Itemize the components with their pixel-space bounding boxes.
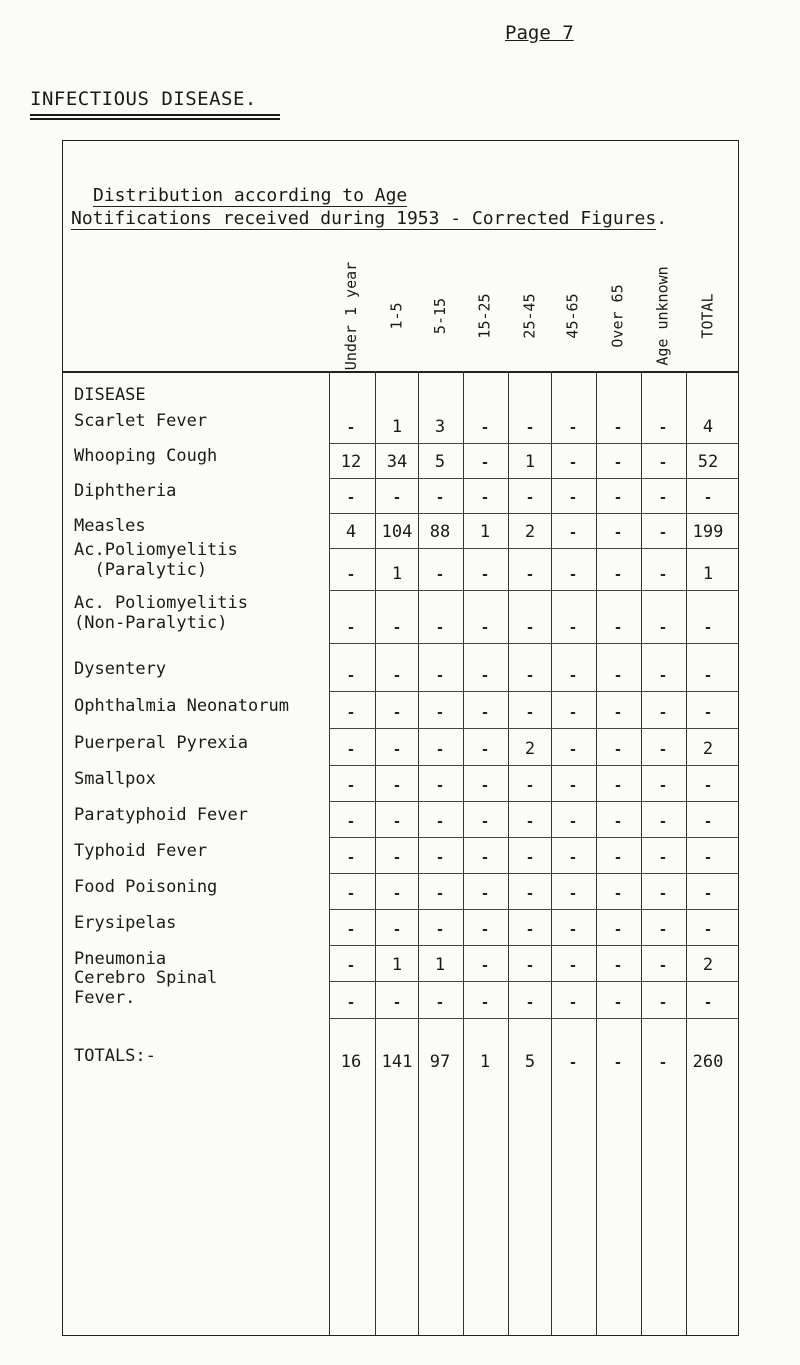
column-header xyxy=(421,241,459,391)
row-divider xyxy=(329,945,738,946)
table-cell: - xyxy=(392,620,402,636)
table-cell: - xyxy=(703,886,713,902)
table-cell: - xyxy=(568,525,578,541)
table-cell: - xyxy=(525,778,535,794)
column-header-label: Age unknown xyxy=(654,266,672,366)
column-header xyxy=(511,241,549,391)
row-label-line: Erysipelas xyxy=(74,913,177,933)
table-cell: - xyxy=(568,705,578,721)
table-cell: - xyxy=(613,814,623,830)
row-label-line: Puerperal Pyrexia xyxy=(74,733,248,753)
table-cell: - xyxy=(392,850,402,866)
table-cell: - xyxy=(480,814,490,830)
table-cell: - xyxy=(658,705,668,721)
table-cell: - xyxy=(392,742,402,758)
row-divider xyxy=(329,548,738,549)
table-cell: - xyxy=(435,668,445,684)
table-cell: - xyxy=(435,814,445,830)
row-divider xyxy=(329,981,738,982)
table-cell: 88 xyxy=(429,522,451,542)
table-cell: - xyxy=(568,490,578,506)
column-header-label: 45-65 xyxy=(564,293,582,339)
table-cell: - xyxy=(568,420,578,436)
column-header xyxy=(689,241,727,391)
table-cell: - xyxy=(613,778,623,794)
table-cell: - xyxy=(480,742,490,758)
table-cell: - xyxy=(658,742,668,758)
column-header-label: TOTAL xyxy=(699,293,717,339)
table-cell: - xyxy=(613,490,623,506)
table-cell: 12 xyxy=(340,452,362,472)
table-cell: - xyxy=(480,778,490,794)
table-cell: - xyxy=(480,886,490,902)
table-cell: 1 xyxy=(479,522,491,542)
table-cell: - xyxy=(392,668,402,684)
table-cell: - xyxy=(568,850,578,866)
row-label-line: Cerebro Spinal xyxy=(74,968,218,988)
table-cell: - xyxy=(613,922,623,938)
table-cell: - xyxy=(346,490,356,506)
table-cell: - xyxy=(703,490,713,506)
table-cell: - xyxy=(568,567,578,583)
column-header xyxy=(644,241,682,391)
distribution-table xyxy=(62,140,739,1336)
row-label xyxy=(74,805,248,825)
table-cell: 4 xyxy=(702,417,714,437)
table-cell: - xyxy=(703,814,713,830)
table-cell: 199 xyxy=(692,522,724,542)
table-cell: - xyxy=(480,705,490,721)
table-cell: 2 xyxy=(702,955,714,975)
row-label-line: Whooping Cough xyxy=(74,446,218,466)
table-caption-title: Distribution according to Age xyxy=(93,185,408,206)
table-cell: - xyxy=(346,778,356,794)
table-cell: - xyxy=(613,742,623,758)
row-divider xyxy=(329,443,738,444)
row-label-line: Fever. xyxy=(74,988,136,1008)
table-cell: - xyxy=(525,420,535,436)
table-cell: - xyxy=(525,567,535,583)
table-cell: - xyxy=(346,995,356,1011)
table-cell: - xyxy=(658,995,668,1011)
table-cell: - xyxy=(392,886,402,902)
column-header-label: Over 65 xyxy=(609,284,627,348)
row-label xyxy=(74,593,248,633)
table-cell: - xyxy=(480,455,490,471)
table-cell: - xyxy=(525,668,535,684)
table-cell: - xyxy=(346,420,356,436)
table-cell: - xyxy=(480,850,490,866)
table-cell: - xyxy=(346,850,356,866)
table-cell: - xyxy=(658,525,668,541)
table-cell: - xyxy=(703,850,713,866)
table-cell: - xyxy=(613,567,623,583)
row-divider xyxy=(329,590,738,591)
table-cell: - xyxy=(658,420,668,436)
row-label-line: (Paralytic) xyxy=(74,560,208,580)
table-cell: - xyxy=(346,620,356,636)
table-cell: - xyxy=(658,886,668,902)
table-cell: - xyxy=(568,1055,578,1071)
table-bottom-rule xyxy=(63,1335,738,1337)
table-cell: 16 xyxy=(340,1052,362,1072)
table-cell: - xyxy=(480,668,490,684)
table-cell: - xyxy=(435,995,445,1011)
column-header-label: 5-15 xyxy=(431,297,449,335)
table-cell: - xyxy=(392,922,402,938)
table-cell: - xyxy=(613,525,623,541)
table-cell: - xyxy=(703,778,713,794)
table-cell: 1 xyxy=(391,955,403,975)
row-label xyxy=(74,877,217,897)
table-cell: - xyxy=(525,705,535,721)
table-cell: - xyxy=(613,1055,623,1071)
column-header xyxy=(378,241,416,391)
heading-underline xyxy=(30,114,280,116)
row-label-line: (Non-Paralytic) xyxy=(74,613,228,633)
table-cell: - xyxy=(435,705,445,721)
table-cell: - xyxy=(525,850,535,866)
row-divider xyxy=(329,643,738,644)
table-cell: - xyxy=(480,567,490,583)
row-label xyxy=(74,411,207,431)
table-cell: - xyxy=(658,455,668,471)
table-cell: - xyxy=(568,778,578,794)
column-header-label: 1-5 xyxy=(388,302,406,330)
table-cell: - xyxy=(658,958,668,974)
table-cell: - xyxy=(613,420,623,436)
row-label xyxy=(74,540,238,580)
table-caption-subtitle-text: Notifications received during 1953 - Corrected Figures xyxy=(71,208,657,229)
heading-underline-second xyxy=(30,118,280,120)
table-cell: - xyxy=(346,958,356,974)
table-cell: - xyxy=(392,814,402,830)
table-cell: - xyxy=(480,922,490,938)
table-cell: - xyxy=(613,668,623,684)
column-header xyxy=(466,241,504,391)
table-cell: 52 xyxy=(697,452,719,472)
row-label xyxy=(74,1046,156,1066)
row-divider xyxy=(329,728,738,729)
table-cell: - xyxy=(658,668,668,684)
table-cell: - xyxy=(613,620,623,636)
value-grid xyxy=(329,371,738,1336)
row-label xyxy=(74,769,156,789)
table-cell: - xyxy=(480,958,490,974)
row-label-line: Dysentery xyxy=(74,659,167,679)
table-cell: - xyxy=(392,705,402,721)
table-cell: - xyxy=(658,814,668,830)
row-label xyxy=(74,913,176,933)
table-cell: - xyxy=(568,922,578,938)
row-label-line: Food Poisoning xyxy=(74,877,218,897)
row-label-line: Measles xyxy=(74,516,146,536)
table-cell: - xyxy=(392,778,402,794)
table-cell: - xyxy=(435,778,445,794)
table-caption-subtitle xyxy=(71,209,667,229)
table-cell: 1 xyxy=(434,955,446,975)
table-cell: 2 xyxy=(524,522,536,542)
table-cell: - xyxy=(525,886,535,902)
table-cell: - xyxy=(525,620,535,636)
table-cell: - xyxy=(568,814,578,830)
table-cell: - xyxy=(658,567,668,583)
table-cell: 5 xyxy=(524,1052,536,1072)
row-label-line: Typhoid Fever xyxy=(74,841,208,861)
row-label-line: Ac. Poliomyelitis xyxy=(74,593,248,613)
table-cell: - xyxy=(346,567,356,583)
table-cell: 4 xyxy=(345,522,357,542)
row-divider xyxy=(329,513,738,514)
row-divider xyxy=(329,691,738,692)
table-cell: - xyxy=(525,958,535,974)
row-label xyxy=(74,516,146,536)
table-cell: 1 xyxy=(524,452,536,472)
table-cell: - xyxy=(525,922,535,938)
table-cell: - xyxy=(568,668,578,684)
table-cell: - xyxy=(613,886,623,902)
row-label xyxy=(74,446,217,466)
table-cell: 34 xyxy=(386,452,408,472)
table-cell: - xyxy=(346,922,356,938)
page-heading-text: INFECTIOUS DISEASE. xyxy=(30,88,257,110)
table-cell: - xyxy=(525,490,535,506)
column-header-label: 15-25 xyxy=(476,293,494,339)
table-cell: 1 xyxy=(391,417,403,437)
row-label-line: Ac.Poliomyelitis xyxy=(74,540,238,560)
row-label-line: Diphtheria xyxy=(74,481,177,501)
table-cell: - xyxy=(658,922,668,938)
table-cell: - xyxy=(435,490,445,506)
table-cell: - xyxy=(658,490,668,506)
column-header-label: Under 1 year xyxy=(342,261,360,371)
table-cell: - xyxy=(568,886,578,902)
table-cell: - xyxy=(658,1055,668,1071)
row-label-line: Pneumonia xyxy=(74,949,167,969)
table-cell: - xyxy=(435,886,445,902)
row-divider xyxy=(329,909,738,910)
table-cell: - xyxy=(568,958,578,974)
table-cell: - xyxy=(613,705,623,721)
table-cell: 5 xyxy=(434,452,446,472)
table-cell: 104 xyxy=(381,522,413,542)
table-cell: 1 xyxy=(391,564,403,584)
row-divider xyxy=(329,765,738,766)
table-cell: - xyxy=(525,814,535,830)
table-cell: - xyxy=(703,922,713,938)
table-cell: - xyxy=(435,567,445,583)
table-caption-subtitle-tail: . xyxy=(656,208,668,229)
row-label xyxy=(74,659,166,679)
table-cell: 3 xyxy=(434,417,446,437)
table-cell: - xyxy=(435,850,445,866)
table-cell: - xyxy=(480,620,490,636)
table-cell: - xyxy=(703,705,713,721)
row-label xyxy=(74,481,176,501)
row-label xyxy=(74,733,248,753)
table-cell: - xyxy=(658,778,668,794)
row-divider xyxy=(329,1018,738,1019)
row-divider xyxy=(329,873,738,874)
table-cell: - xyxy=(346,668,356,684)
table-cell: - xyxy=(435,922,445,938)
page-number: Page 7 xyxy=(505,22,574,44)
table-cell: - xyxy=(568,995,578,1011)
table-cell: - xyxy=(480,995,490,1011)
table-cell: - xyxy=(613,958,623,974)
table-cell: - xyxy=(658,850,668,866)
table-cell: 1 xyxy=(479,1052,491,1072)
table-cell: - xyxy=(392,995,402,1011)
page-heading xyxy=(30,88,257,110)
table-cell: - xyxy=(435,620,445,636)
table-cell: - xyxy=(525,995,535,1011)
row-label xyxy=(74,949,166,969)
table-cell: - xyxy=(703,668,713,684)
table-cell: - xyxy=(346,742,356,758)
table-cell: 1 xyxy=(702,564,714,584)
row-divider xyxy=(329,837,738,838)
disease-column-header: DISEASE xyxy=(74,385,146,405)
table-cell: - xyxy=(435,742,445,758)
table-cell: - xyxy=(392,490,402,506)
table-cell: 2 xyxy=(524,739,536,759)
column-header xyxy=(554,241,592,391)
table-cell: - xyxy=(480,420,490,436)
table-cell: - xyxy=(613,455,623,471)
row-label-line: Ophthalmia Neonatorum xyxy=(74,696,289,716)
row-divider xyxy=(329,801,738,802)
table-cell: - xyxy=(346,705,356,721)
table-cell: - xyxy=(568,620,578,636)
row-label xyxy=(74,968,217,1008)
column-header-label: 25-45 xyxy=(521,293,539,339)
table-cell: 97 xyxy=(429,1052,451,1072)
table-cell: - xyxy=(613,995,623,1011)
column-header xyxy=(599,241,637,391)
table-cell: - xyxy=(703,620,713,636)
table-cell: 2 xyxy=(702,739,714,759)
column-header xyxy=(332,241,370,391)
table-cell: - xyxy=(480,490,490,506)
table-cell: - xyxy=(613,850,623,866)
row-label xyxy=(74,696,289,716)
table-cell: - xyxy=(568,742,578,758)
table-cell: 141 xyxy=(381,1052,413,1072)
table-cell: - xyxy=(568,455,578,471)
row-label-line: Smallpox xyxy=(74,769,156,789)
table-cell: 260 xyxy=(692,1052,724,1072)
row-label-line: Paratyphoid Fever xyxy=(74,805,248,825)
row-label-line: TOTALS:- xyxy=(74,1046,156,1066)
row-label xyxy=(74,841,207,861)
table-cell: - xyxy=(703,995,713,1011)
row-label-line: Scarlet Fever xyxy=(74,411,208,431)
row-divider xyxy=(329,478,738,479)
table-cell: - xyxy=(658,620,668,636)
table-cell: - xyxy=(346,814,356,830)
table-cell: - xyxy=(346,886,356,902)
